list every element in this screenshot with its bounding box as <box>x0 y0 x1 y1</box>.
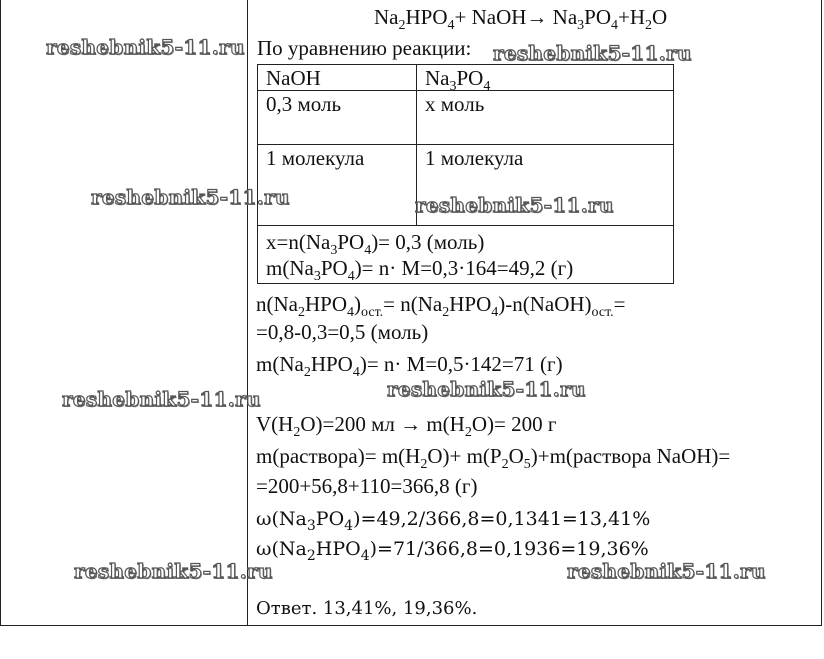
watermark-1: reshebnik5-11.ru <box>46 35 245 59</box>
frame-column-divider <box>247 0 248 626</box>
watermark-2: reshebnik5-11.ru <box>493 41 692 65</box>
watermark-4: reshebnik5-11.ru <box>415 193 614 217</box>
calc-line-na2hpo4-mass: $m(Na_2HPO_4)= n\cdot M=0,5\cdot 142=71$ (г) <box>256 352 563 380</box>
answer-line: Ответ. 13,41%, 19,36%. <box>256 598 478 619</box>
frame-right-border <box>821 0 822 626</box>
table-header-na3po4: $Na_3PO_4$ <box>417 65 674 91</box>
calc-line-remaining-moles: $n(Na_2HPO_4)_{ост.}=$ $n(Na_2HPO_4)-n(NaOH)_{ост.}=$ <box>256 292 626 320</box>
watermark-8: reshebnik5-11.ru <box>567 559 766 583</box>
watermark-5: reshebnik5-11.ru <box>387 377 586 401</box>
reaction-label: По уравнению реакции: <box>257 36 472 60</box>
watermark-6: reshebnik5-11.ru <box>62 387 261 411</box>
frame-left-border <box>0 0 1 626</box>
table-header-naoh: NaOH <box>258 65 417 91</box>
calc-line-solution-value: =200+56,8+110=366,8 (г) <box>256 474 478 498</box>
calc-line-omega-na2hpo4: $\omega(Na_2HPO_4)=71/366,8=0,1936=19,36\%$ <box>256 538 649 564</box>
calc-line-water: $V(H_2O)=200$ мл → $m(H_2O)= 200$ г <box>256 412 557 440</box>
stoichiometry-table <box>257 64 674 284</box>
calc-line-omega-na3po4: $\omega(Na_3PO_4)=49,2/366,8=0,1341=13,41\%$ <box>256 508 651 534</box>
frame-bottom-border <box>0 625 822 626</box>
calc-line-solution-mass: m(раствора)= $m(H_2O)+$ $m(P_2O_5)+m(раствора$ NaOH)= <box>256 444 731 472</box>
result-line-mass: $m(Na_3PO_4)= n\cdot M=0,3\cdot 164=49,2$ (г) <box>266 256 574 284</box>
table-cell-na3po4-moles: х моль <box>417 91 674 145</box>
calc-line-remaining-value: =0,8-0,3=0,5 (моль) <box>256 320 429 344</box>
table-cell-naoh-ratio: 1 молекула <box>258 145 417 226</box>
result-line-moles: $х=n(Na_3PO_4)= 0,3$ (моль) <box>266 230 485 258</box>
reaction-equation: $Na_2HPO_4+$ NaOH→ $Na_3PO_4+H_2O$ <box>374 5 668 33</box>
table-cell-na3po4-ratio: 1 молекула <box>417 145 674 226</box>
table-result-cell <box>258 226 674 284</box>
watermark-3: reshebnik5-11.ru <box>91 185 290 209</box>
table-cell-naoh-moles: 0,3 моль <box>258 91 417 145</box>
watermark-7: reshebnik5-11.ru <box>74 559 273 583</box>
